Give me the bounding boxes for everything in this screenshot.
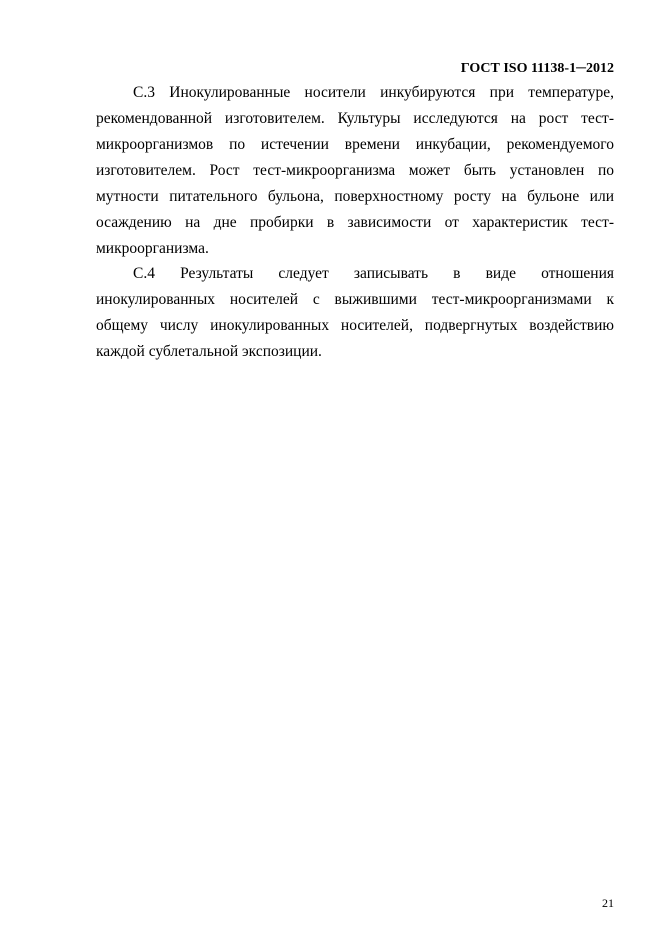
text-line: С.4 Результаты следует записывать в виде отношения	[133, 265, 614, 282]
text-line: мутности питательного бульона, поверхностному росту на бульоне или	[96, 188, 614, 205]
text-line: инокулированных носителей с выжившими тест-микроорганизмами к	[96, 291, 614, 308]
text-line: С.3 Инокулированные носители инкубируются при температуре,	[133, 84, 614, 101]
document-header: ГОСТ ISO 11138-1─2012	[460, 61, 614, 76]
text-line: рекомендованной изготовителем. Культуры исследуются на рост тест-	[96, 110, 614, 127]
text-line: микроорганизмов по истечении времени инкубации, рекомендуемого	[96, 136, 614, 153]
page-number: 21	[602, 896, 614, 910]
text-line: микроорганизма.	[96, 240, 209, 257]
text-line: изготовителем. Рост тест-микроорганизма может быть установлен по	[96, 162, 614, 179]
text-line: осаждению на дне пробирки в зависимости от характеристик тест-	[96, 214, 614, 231]
text-line: общему числу инокулированных носителей, подвергнутых воздействию	[96, 317, 614, 334]
text-line: каждой сублетальной экспозиции.	[96, 343, 322, 360]
